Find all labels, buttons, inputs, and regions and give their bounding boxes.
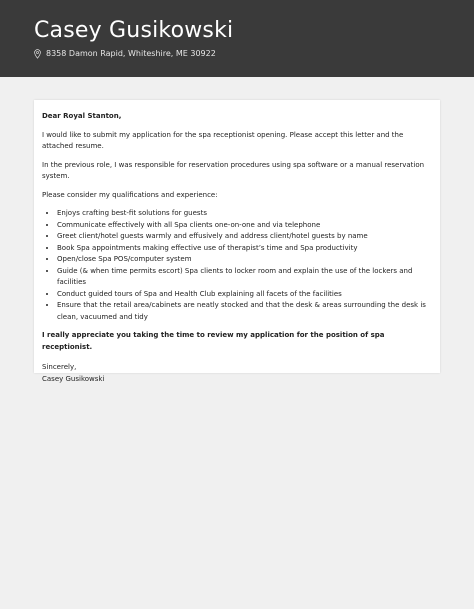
list-item: • Open/close Spa POS/computer system xyxy=(57,254,430,266)
cover-letter-card xyxy=(34,100,440,383)
address-text: 8358 Damon Rapid, Whiteshire, ME 30922 xyxy=(46,49,216,58)
address-row xyxy=(34,48,216,59)
intro-paragraph: I would like to submit my application for the spa receptionist opening. Please accept this letter and the attached resume. xyxy=(42,130,404,150)
list-item: • Ensure that the retail area/cabinets are neatly stocked and that the desk & areas surrounding the desk is clean, vacuumed and tidy xyxy=(57,300,430,323)
previous-role-paragraph: In the previous role, I was responsible for reservation procedures using spa software or a manual reservation system. xyxy=(42,160,425,180)
list-item: • Greet client/hotel guests warmly and effusively and address client/hotel guests by name xyxy=(57,231,430,243)
signature: Casey Gusikowski xyxy=(42,374,105,383)
map-pin-icon xyxy=(34,49,41,59)
applicant-name: Casey Gusikowski xyxy=(34,18,234,43)
list-item: • Conduct guided tours of Spa and Health Club explaining all facets of the facilities xyxy=(57,289,430,301)
salutation: Dear Royal Stanton, xyxy=(42,112,122,120)
list-item: • Book Spa appointments making effective use of therapist’s time and Spa productivity xyxy=(57,243,430,255)
resume-header xyxy=(0,0,474,77)
closing-paragraph: I really appreciate you taking the time to review my application for the position of spa receptionist. xyxy=(42,331,385,351)
signoff: Sincerely, xyxy=(42,363,77,371)
qualifications-lead: Please consider my qualifications and experience: xyxy=(42,190,218,199)
list-item: • Guide (& when time permits escort) Spa clients to locker room and explain the use of the lockers and facilities xyxy=(57,266,430,289)
list-item: • Communicate effectively with all Spa clients one-on-one and via telephone xyxy=(57,220,430,232)
qualifications-list xyxy=(42,208,430,323)
list-item: • Enjoys crafting best-fit solutions for guests xyxy=(57,208,430,220)
